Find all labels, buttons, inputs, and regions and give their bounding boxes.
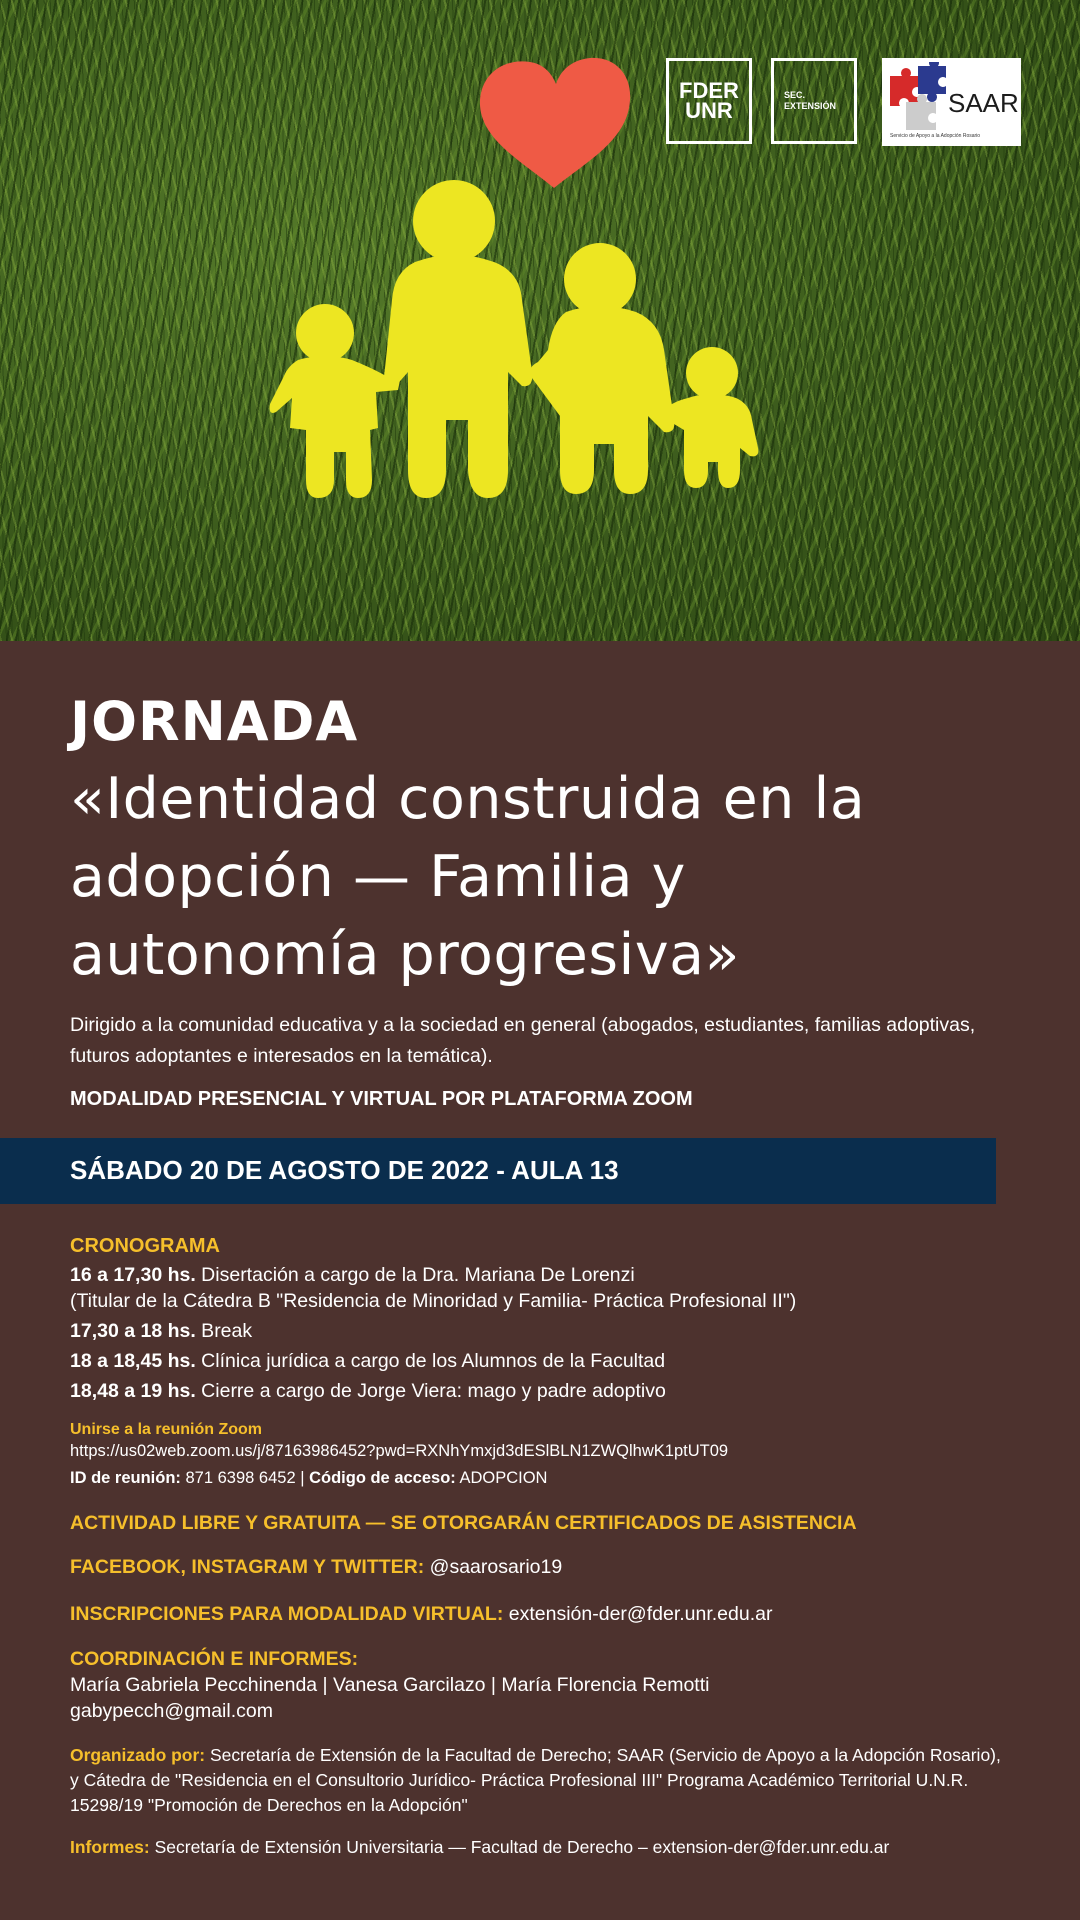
schedule-time: 18,48 a 19 hs.	[70, 1380, 196, 1402]
event-title: «Identidad construida en la adopción — Familia y autonomía progresiva»	[70, 766, 866, 988]
free-activity-text: ACTIVIDAD LIBRE Y GRATUITA — SE OTORGARÁN CERTIFICADOS DE ASISTENCIA	[70, 1512, 857, 1534]
puzzle-pieces-icon	[884, 62, 948, 132]
schedule-text: Clínica jurídica a cargo de los Alumnos de la Facultad	[195, 1350, 666, 1372]
social-media-line	[70, 1554, 1010, 1580]
schedule-text: Cierre a cargo de Jorge Viera: mago y padre adoptivo	[195, 1380, 666, 1402]
schedule-time: 17,30 a 18 hs.	[70, 1320, 196, 1342]
schedule-time: 16 a 17,30 hs.	[70, 1264, 196, 1286]
schedule-item	[70, 1262, 1010, 1314]
coordination-names: María Gabriela Pecchinenda | Vanesa Garcilazo | María Florencia Remotti	[70, 1674, 710, 1696]
organizers-text: Secretaría de Extensión de la Facultad de Derecho; SAAR (Servicio de Apoyo a la Adopción Rosario), y Cátedra de "Residencia en el Consultorio Jurídico- Práctica Profesional III" Programa Académico Territorial U.N.R. 15298/19 "Promoción de Derechos en la Adopción"	[70, 1745, 1001, 1815]
schedule-item	[70, 1348, 1010, 1374]
schedule-item	[70, 1378, 1010, 1404]
meeting-id-value: 871 6398 6452 |	[180, 1469, 310, 1487]
fder-logo-line2: UNR	[685, 98, 733, 123]
zoom-info	[70, 1420, 1010, 1489]
saar-logo	[882, 58, 1021, 146]
contact-note	[70, 1835, 1010, 1860]
modality-label: MODALIDAD PRESENCIAL Y VIRTUAL POR PLATAFORMA ZOOM	[70, 1088, 693, 1110]
meeting-id-label: ID de reunión:	[70, 1469, 181, 1487]
schedule-extra: (Titular de la Cátedra B "Residencia de Minoridad y Familia- Práctica Profesional II")	[70, 1290, 797, 1312]
contact-text: Secretaría de Extensión Universitaria — Facultad de Derecho – extension-der@fder.unr.edu.ar	[149, 1837, 890, 1857]
saar-logo-subtitle: Servicio de Apoyo a la Adopción Rosario	[890, 133, 981, 139]
saar-logo-name: SAAR	[948, 88, 1019, 118]
zoom-credentials	[70, 1467, 1010, 1489]
sec-logo-line2: EXTENSIÓN	[784, 101, 837, 111]
access-code-value: ADOPCION	[455, 1469, 548, 1487]
access-code-label: Código de acceso:	[309, 1469, 456, 1487]
child-figure-icon	[270, 304, 400, 498]
coordination-block	[70, 1646, 1010, 1724]
adult-figure-icon	[530, 243, 674, 494]
fder-unr-logo	[666, 58, 752, 144]
social-label: FACEBOOK, INSTAGRAM Y TWITTER:	[70, 1556, 425, 1578]
audience-description: Dirigido a la comunidad educativa y a la sociedad en general (abogados, estudiantes, familias adoptivas, futuros adoptantes e interesados en la temática).	[70, 1014, 976, 1067]
heart-icon	[480, 58, 630, 188]
contact-label: Informes:	[70, 1837, 150, 1857]
date-text: SÁBADO 20 DE AGOSTO DE 2022 - AULA 13	[70, 1155, 619, 1185]
registration-label: INSCRIPCIONES PARA MODALIDAD VIRTUAL:	[70, 1603, 504, 1625]
free-activity-notice	[70, 1510, 1010, 1536]
hero-image	[0, 0, 1080, 641]
adult-figure-icon	[384, 180, 533, 498]
coordination-email[interactable]: gabypecch@gmail.com	[70, 1700, 273, 1722]
schedule-text: Disertación a cargo de la Dra. Mariana De Lorenzi	[195, 1264, 635, 1286]
schedule-text: Break	[195, 1320, 253, 1342]
zoom-heading: Unirse a la reunión Zoom	[70, 1421, 263, 1438]
sec-logo-line1: SEC.	[784, 90, 806, 100]
zoom-link[interactable]: https://us02web.zoom.us/j/87163986452?pwd=RXNhYmxjd3dESlBLN1ZWQlhwK1ptUT09	[70, 1442, 729, 1460]
fder-logo-line1: FDER	[679, 78, 739, 103]
child-figure-icon	[662, 347, 759, 488]
registration-line	[70, 1601, 1010, 1627]
registration-email[interactable]: extensión-der@fder.unr.edu.ar	[503, 1603, 773, 1625]
schedule-time: 18 a 18,45 hs.	[70, 1350, 196, 1372]
schedule-heading: CRONOGRAMA	[70, 1235, 220, 1257]
sec-extension-logo	[771, 58, 857, 144]
schedule-item	[70, 1318, 1010, 1344]
schedule-list	[70, 1262, 1010, 1408]
date-banner	[0, 1138, 996, 1204]
coordination-label: COORDINACIÓN E INFORMES:	[70, 1648, 359, 1670]
social-handle[interactable]: @saarosario19	[424, 1556, 563, 1578]
event-kicker: JORNADA	[70, 690, 359, 753]
organizers-note	[70, 1743, 1010, 1818]
organizers-label: Organizado por:	[70, 1745, 206, 1765]
